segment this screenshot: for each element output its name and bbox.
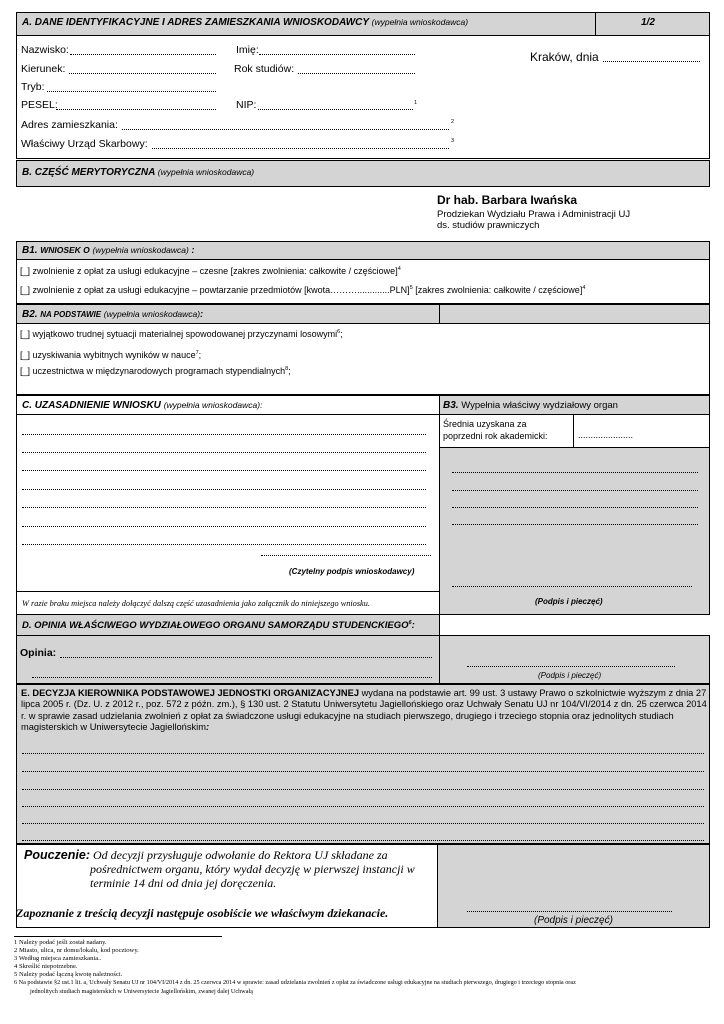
decyzja-line-2[interactable]	[22, 771, 704, 772]
b3-signature-caption: (Podpis i pieczęć)	[535, 597, 603, 606]
pesel-field[interactable]	[56, 109, 216, 110]
b1-title: B1.	[22, 245, 38, 256]
b1-option-powtarzanie-ref-b: 4	[582, 285, 586, 291]
b2-option-wyniki-label: [_] uzyskiwania wybitnych wyników w nauce	[20, 350, 196, 360]
adres-label: Adres zamieszkania:	[21, 119, 118, 131]
section-d-right-divider	[439, 614, 440, 684]
footnote-6: 6 Na podstawie §2 ust.1 lit. a, Uchwały Senatu UJ nr 104/VI/2014 z dn. 25 czerwca 2014 w sprawie: zasad udzielania zwolnień z opłat za świadczone usługi edukacyjne na studiach pierwszego, drugiego i trzeciego stopnia oraz	[14, 979, 576, 986]
footnote-2: 2 Miasto, ulica, nr domu/lokalu, kod pocztowy.	[14, 947, 139, 954]
b2-option-sytuacja-ref: 6	[337, 329, 341, 335]
urzad-label: Właściwy Urząd Skarbowy:	[21, 138, 148, 150]
addressee-line1: Prodziekan Wydziału Prawa i Administracji UJ	[437, 209, 631, 220]
date-field[interactable]	[603, 61, 700, 62]
d-signature-field[interactable]	[467, 666, 675, 667]
uzasadnienie-line-5[interactable]	[22, 507, 426, 508]
pouczenie-text-3: terminie 14 dni od dnia jej doręczenia.	[90, 876, 277, 890]
nip-label: NIP:	[236, 99, 257, 111]
b2-option-programy-ref: 8	[285, 366, 289, 372]
kierunek-label: Kierunek:	[21, 63, 66, 75]
uzasadnienie-line-6[interactable]	[22, 526, 426, 527]
nazwisko-field[interactable]	[70, 54, 216, 55]
d-signature-caption: (Podpis i pieczęć)	[538, 671, 602, 680]
b1-option-czesne-label: [_] zwolnienie z opłat za usługi edukacyjne – czesne [zakres zwolnienia: całkowite / częściowe]	[20, 266, 398, 276]
nazwisko-label: Nazwisko:	[21, 44, 69, 56]
b2-title: B2.	[22, 309, 38, 320]
b3-signature-field[interactable]	[452, 586, 692, 587]
pesel-label: PESEL:	[21, 99, 58, 111]
section-d-title: D. OPINIA WŁAŚCIWEGO WYDZIAŁOWEGO ORGANU SAMORZĄDU STUDENCKIEGO	[22, 620, 409, 632]
b2-option-programy[interactable]	[20, 366, 291, 376]
b2-header-right	[439, 304, 710, 324]
wnioskodawca-signature-field[interactable]	[261, 555, 431, 556]
b2-note: (wypełnia wnioskodawca)	[103, 309, 201, 319]
b2-option-programy-end: ;	[288, 366, 291, 376]
section-a-title-row	[22, 17, 468, 28]
b2-option-sytuacja-label: [_] wyjątkowo trudnej sytuacji materialnej spowodowanej przyczynami losowymi	[20, 329, 338, 339]
b1-option-powtarzanie[interactable]	[20, 285, 585, 295]
section-c-box	[16, 395, 440, 615]
footnote-3: 3 Według miejsca zamieszkania..	[14, 955, 102, 962]
b1-title2: WNIOSEK O	[40, 245, 90, 255]
b2-option-wyniki[interactable]	[20, 350, 201, 360]
section-d-title-row	[22, 620, 415, 631]
final-signature-caption: (Podpis i pieczęć)	[534, 915, 613, 926]
b3-line-4[interactable]	[452, 524, 698, 525]
rok-studiow-field[interactable]	[298, 73, 415, 74]
b1-option-czesne-ref: 4	[397, 266, 401, 272]
decyzja-line-6[interactable]	[22, 840, 704, 841]
section-c-header-rule	[16, 414, 440, 415]
adres-field[interactable]	[122, 129, 449, 130]
footnote-separator	[14, 936, 222, 937]
urzad-field[interactable]	[152, 148, 449, 149]
b3-title2: Wypełnia właściwy wydziałowy organ	[461, 400, 618, 411]
section-d-colon: :	[411, 620, 415, 632]
imie-label: Imię:	[236, 44, 259, 56]
krakow-date-label: Kraków, dnia	[530, 50, 599, 64]
section-b-title: B. CZĘŚĆ MERYTORYCZNA	[22, 167, 155, 178]
section-b-title-row	[22, 167, 254, 178]
tryb-label: Tryb:	[21, 81, 45, 93]
footnote-4: 4 Skreślić niepotrzebne.	[14, 963, 78, 970]
section-e-text-end: :	[205, 721, 210, 732]
uzasadnienie-line-4[interactable]	[22, 489, 426, 490]
pouczenie-label: Pouczenie:	[24, 848, 90, 862]
uzasadnienie-line-2[interactable]	[22, 452, 426, 453]
b2-option-sytuacja[interactable]	[20, 329, 343, 339]
tryb-field[interactable]	[47, 91, 216, 92]
b1-option-czesne[interactable]	[20, 266, 401, 276]
b2-option-programy-label: [_] uczestnictwa w międzynarodowych programach stypendialnych	[20, 366, 286, 376]
b2-option-wyniki-end: ;	[198, 350, 202, 360]
b2-title-row	[22, 309, 203, 320]
section-e-title: E. DECYZJA KIEROWNIKA PODSTAWOWEJ JEDNOSTKI ORGANIZACYJNEJ	[21, 688, 359, 698]
b2-title2: NA PODSTAWIE	[40, 310, 102, 319]
b3-average-label-1: Średnia uzyskana za	[443, 419, 527, 429]
pouczenie-text-1: Od decyzji przysługuje odwołanie do Rektora UJ składane za	[90, 848, 388, 862]
rok-studiow-label: Rok studiów:	[234, 63, 295, 75]
section-c-title: C. UZASADNIENIE WNIOSKU	[22, 400, 161, 411]
zapoznanie-text: Zapoznanie z treścią decyzji następuje osobiście we właściwym dziekanacie.	[16, 906, 389, 920]
section-c-info: W razie braku miejsca należy dołączyć dalszą część uzasadnienia jako załącznik do niniejszego wniosku.	[22, 599, 370, 608]
section-e-text: wydana na podstawie art. 99 ust. 3 ustawy Prawo o szkolnictwie wyższym z dnia 27 lipca 2005 r. (Dz. U. z 2012 r., poz. 572 z późn. zm.), § 130 ust. 2 Statutu Uniwersytetu Jagiellońskiego oraz Uchwały Senatu UJ nr 104/VI/2014 z dn. 25 czerwca 2014 r. w sprawie zasad udzielania zwolnień z opłat za świadczone usługi edukacyjne na studiach pierwszego, drugiego i trzeciego stopnia oraz jednolitych studiach magisterskich w Uniwersytecie Jagiellońskim	[21, 688, 707, 732]
section-c-title-row	[22, 400, 262, 411]
b3-line-1[interactable]	[452, 472, 698, 473]
footnote-5: 5 Należy podać łączną kwotę należności.	[14, 971, 123, 978]
b3-line-2[interactable]	[452, 490, 698, 491]
kierunek-field[interactable]	[69, 73, 216, 74]
urzad-footnote-ref: 3	[451, 138, 455, 144]
b3-title-row	[443, 400, 618, 411]
nip-footnote-ref: 1	[414, 100, 418, 106]
b2-option-sytuacja-end: ;	[340, 329, 343, 339]
section-c-info-rule	[16, 591, 440, 592]
addressee-name: Dr hab. Barbara Iwańska	[437, 193, 578, 207]
uzasadnienie-line-3[interactable]	[22, 470, 426, 471]
footnote-6-cont: jednolitych studiach magisterskich w Uniwersytecie Jagiellońskim, zwanej dalej Uchwałą	[30, 988, 253, 995]
opinia-line-2[interactable]	[32, 677, 432, 678]
section-a-note: (wypełnia wnioskodawca)	[371, 17, 469, 27]
opinia-label: Opinia:	[20, 647, 57, 659]
section-a-title: A. DANE IDENTYFIKACYJNE I ADRES ZAMIESZKANIA WNIOSKODAWCY	[22, 17, 369, 28]
opinia-line-1[interactable]	[60, 657, 432, 658]
uzasadnienie-line-1[interactable]	[22, 434, 426, 435]
b2-colon: :	[200, 309, 204, 319]
final-signature-field[interactable]	[467, 911, 672, 912]
decyzja-line-5[interactable]	[22, 823, 704, 824]
b3-average-label-2: poprzedni rok akademicki:	[443, 431, 548, 441]
wnioskodawca-signature-caption: (Czytelny podpis wnioskodawcy)	[289, 567, 415, 576]
decyzja-line-1[interactable]	[22, 753, 704, 754]
uzasadnienie-line-7[interactable]	[22, 544, 426, 545]
addressee-line2: ds. studiów prawniczych	[437, 220, 540, 231]
imie-field[interactable]	[259, 54, 415, 55]
adres-footnote-ref: 2	[451, 119, 455, 125]
b2-option-wyniki-ref: 7	[195, 350, 199, 356]
decyzja-line-3[interactable]	[22, 789, 704, 790]
section-e-title-block	[21, 688, 707, 733]
b1-option-powtarzanie-zakres: [zakres zwolnienia: całkowite / częściowe]	[412, 285, 583, 295]
b3-title: B3.	[443, 400, 459, 411]
b3-average-value[interactable]: ......................	[578, 430, 634, 440]
b1-option-powtarzanie-ref-a: 5	[409, 285, 413, 291]
pouczenie-line-1	[24, 848, 388, 863]
section-b-note: (wypełnia wnioskodawca)	[157, 167, 255, 177]
b1-option-powtarzanie-label: [_] zwolnienie z opłat za usługi edukacyjne – powtarzanie przedmiotów [kwota……….............PLN]	[20, 285, 410, 295]
decyzja-line-4[interactable]	[22, 806, 704, 807]
pouczenie-text-2: pośrednictwem organu, który wydał decyzję w pierwszej instancji w	[90, 862, 415, 876]
b1-colon: :	[191, 245, 195, 255]
footnote-1: 1 Należy podać jeśli został nadany.	[14, 939, 107, 946]
b1-title-row	[22, 245, 194, 256]
section-d-title-ref: 6	[408, 620, 412, 626]
page-number: 1/2	[641, 17, 655, 28]
b1-note: (wypełnia wnioskodawca)	[92, 245, 189, 255]
nip-field[interactable]	[258, 109, 413, 110]
b3-line-3[interactable]	[452, 507, 698, 508]
section-c-note: (wypełnia wnioskodawca):	[163, 400, 263, 410]
